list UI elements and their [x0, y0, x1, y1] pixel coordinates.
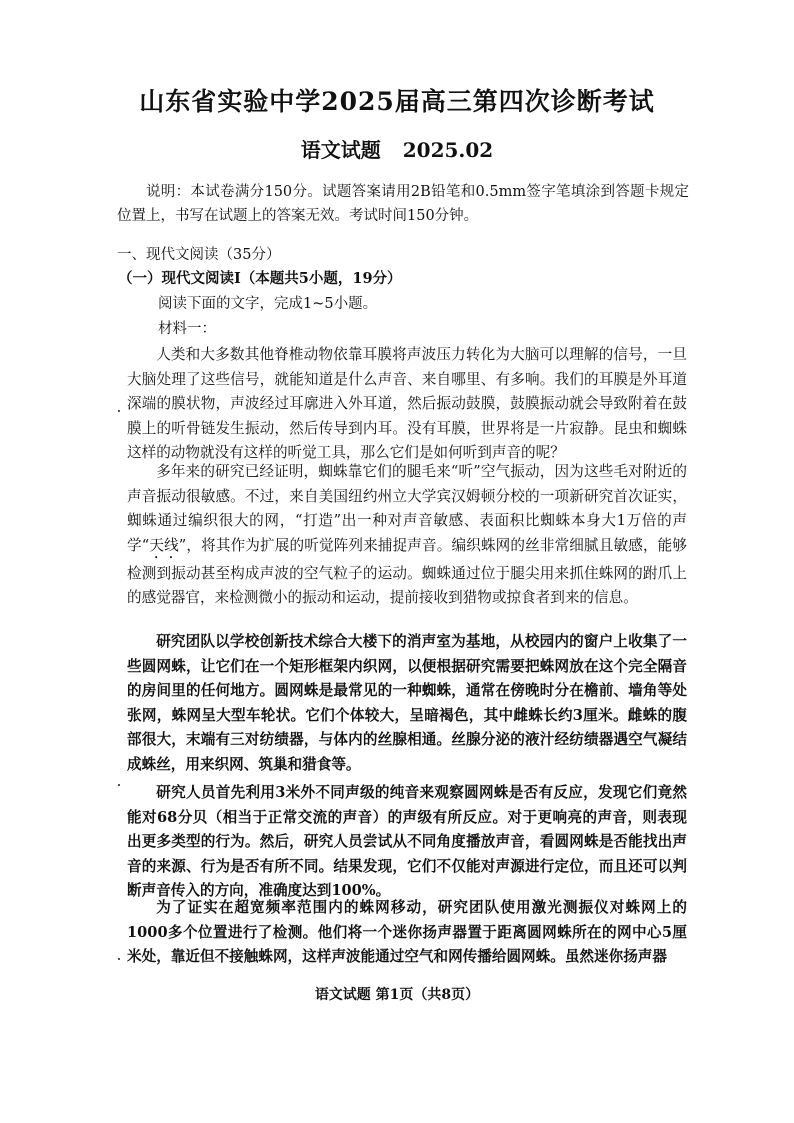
material-label: 材料一： — [158, 321, 216, 337]
scan-speck — [118, 410, 120, 412]
antenna-emphasis: 天线 — [149, 536, 179, 554]
scan-speck — [118, 784, 120, 786]
paragraph-2-text-a: 多年来的研究已经证明，蜘蛛靠它们的腿毛来“听”空气振动，因为这些毛对附近的声音振动很敏感。不过，来自美国纽约州立大学宾汉姆顿分校的一项新研究首次证实，蜘蛛通过编织很大的网，“打造”出一种对声音敏感、表面积比蜘蛛本身大1万倍的声学“ — [127, 463, 687, 554]
section-heading: 一、现代文阅读（35分） — [117, 247, 281, 263]
scan-speck — [118, 958, 120, 960]
paragraph-3: 研究团队以学校创新技术综合大楼下的消声室为基地，从校园内的窗户上收集了一些圆网蛛，让它们在一个矩形框架内织网，以便根据研究需要把蛛网放在这个完全隔音的房间里的任何地方。圆网蛛是最常见的一种蜘蛛，通常在傍晚时分在檐前、墙角等处张网，蛛网呈大型车轮状。它们个体较大，呈暗褐色，其中雌蛛长约3厘米。雌蛛的腹部很大，末端有三对纺绩器，与体内的丝腺相通。丝腺分泌的液汁经纺绩器遇空气凝结成蛛丝，用来织网、筑巢和猎食等。 — [127, 633, 687, 773]
paragraph-5: 为了证实在超宽频率范围内的蛛网移动，研究团队使用激光测振仪对蛛网上的1000多个位置进行了检测。他们将一个迷你扬声器置于距离圆网蛛所在的网中心5厘米处，靠近但不接触蛛网，这样声波能通过空气和网传播给圆网蛛。虽然迷你扬声器 — [127, 899, 687, 966]
paragraph-4: 研究人员首先利用3米外不同声级的纯音来观察圆网蛛是否有反应，发现它们竟然能对68分贝（相当于正常交流的声音）的声级有所反应。对于更响亮的声音，则表现出更多类型的行为。然后，研究人员尝试从不同角度播放声音，看圆网蛛是否能找出声音的来源、行为是否有所不同。结果发现，它们不仅能对声源进行定位，而且还可以判断声音传入的方向，准确度达到100%。 — [127, 784, 687, 900]
exam-date: 2025.02 — [402, 138, 494, 162]
instructions: 说明：本试卷满分150分。试题答案请用2B铅笔和0.5mm签字笔填涂到答题卡规定位置上，书写在试题上的答案无效。考试时间150分钟。 — [117, 184, 689, 224]
paragraph-2 — [127, 460, 687, 611]
paragraph-2-text-b: ”，将其作为扩展的听觉阵列来捕捉声音。编织蛛网的丝非常细腻且敏感，能够检测到振动甚至构成声波的空气粒子的运动。蜘蛛通过位于腿尖用来抓住蛛网的跗爪上的感觉器官，来检测微小的振动和运动，提前接收到猎物或掠食者到来的信息。 — [127, 536, 687, 607]
part-heading: （一）现代文阅读Ⅰ（本题共5小题，19分） — [118, 270, 402, 287]
exam-title: 山东省实验中学2025届高三第四次诊断考试 — [139, 87, 655, 116]
subject-label: 语文试题 — [300, 138, 381, 162]
reading-directions: 阅读下面的文字，完成1~5小题。 — [158, 296, 378, 312]
page-footer: 语文试题 第1页（共8页） — [314, 987, 480, 1003]
exam-subtitle — [0, 134, 794, 163]
paragraph-1: 人类和大多数其他脊椎动物依靠耳膜将声波压力转化为大脑可以理解的信号，一旦大脑处理了这些信号，就能知道是什么声音、来自哪里、有多响。我们的耳膜是外耳道深端的膜状物，声波经过耳廓进入外耳道，然后振动鼓膜，鼓膜振动就会导致附着在鼓膜上的听骨链发生振动，然后传导到内耳。没有耳膜，世界将是一片寂静。昆虫和蜘蛛这样的动物就没有这样的听觉工具，那么它们是如何听到声音的呢？ — [127, 346, 687, 462]
